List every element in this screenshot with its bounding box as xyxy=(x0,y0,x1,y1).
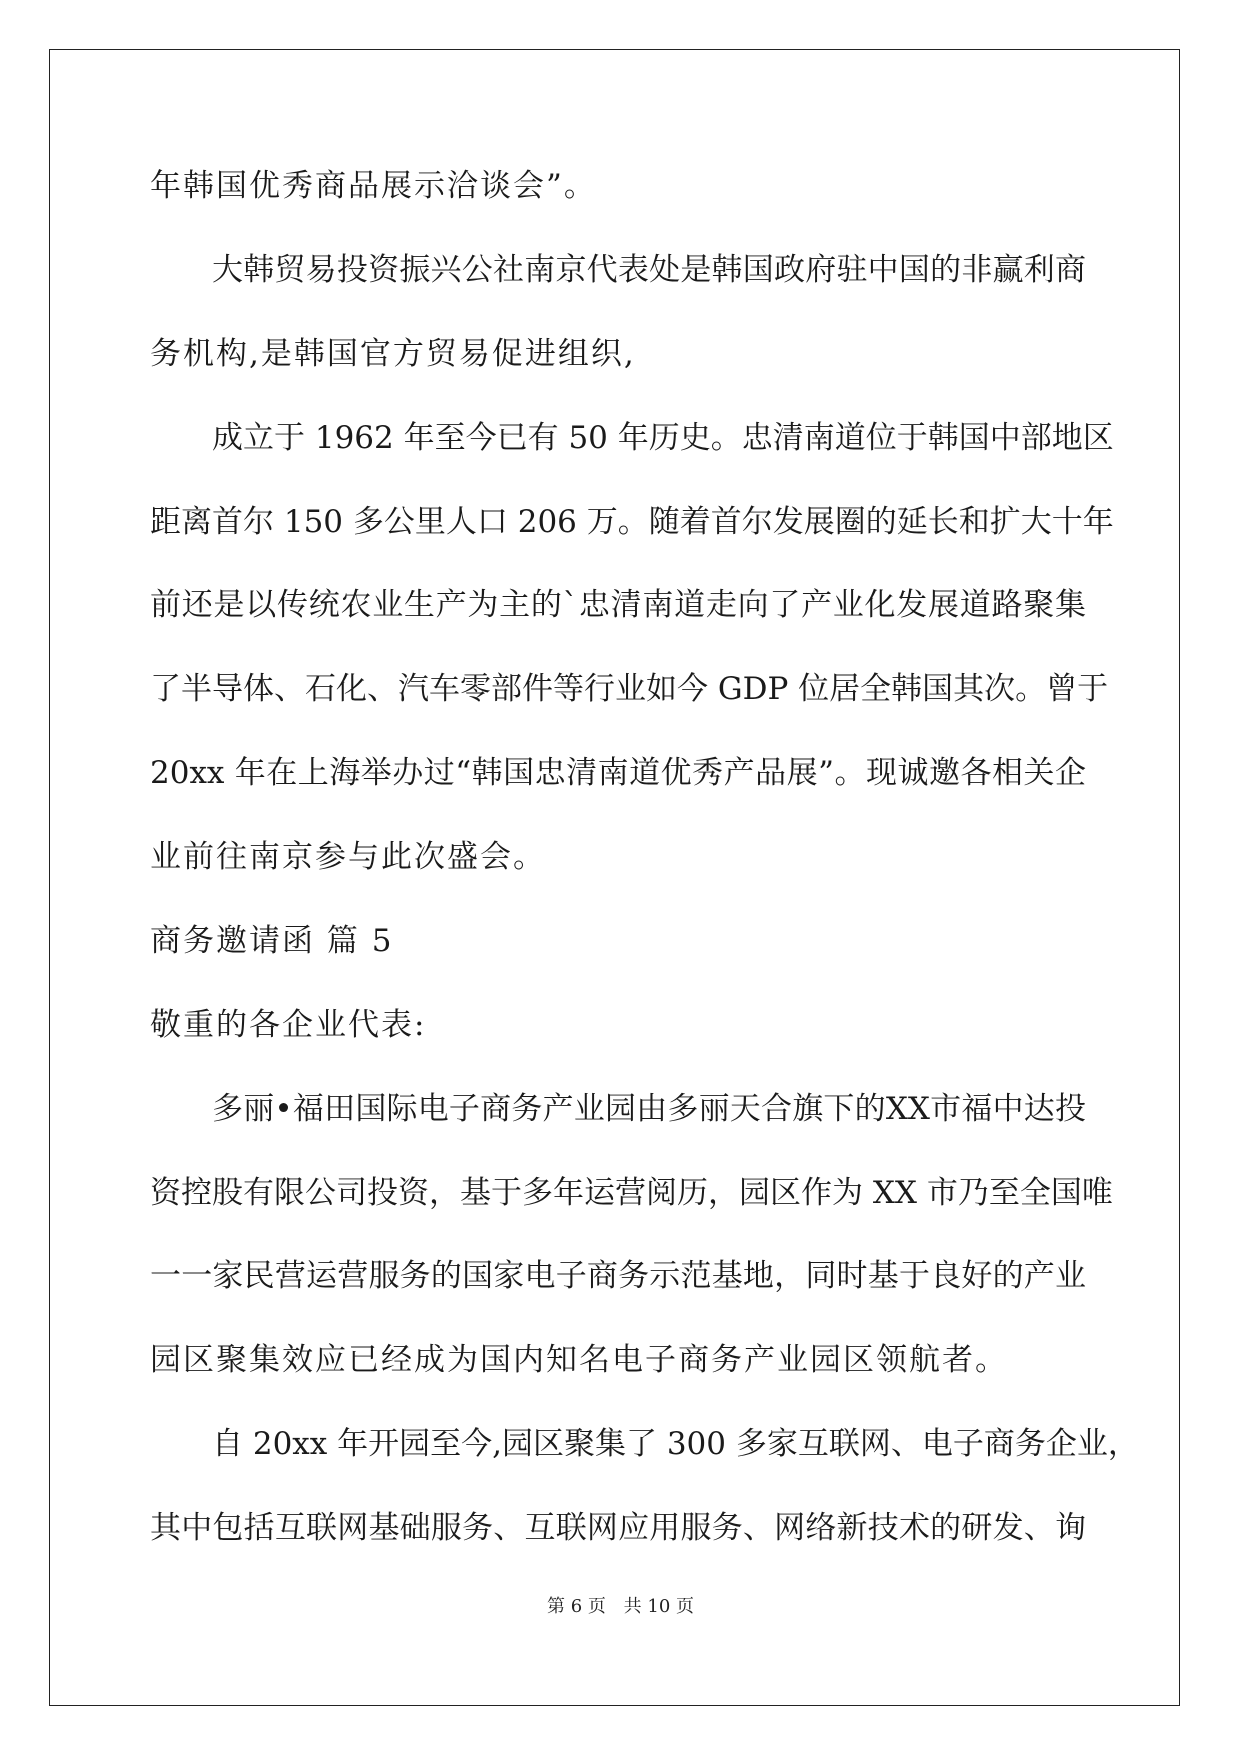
page-number: 第 6 页 xyxy=(547,1596,606,1617)
text-line: 资控股有限公司投资，基于多年运营阅历，园区作为 XX 市乃至全国唯 xyxy=(150,1175,1113,1211)
text-line: 多丽•福田国际电子商务产业园由多丽天合旗下的XX市福中达投 xyxy=(212,1091,1086,1127)
text-line: 业前往南京参与此次盛会。 xyxy=(150,839,546,875)
text-line: 距离首尔 150 多公里人口 206 万。随着首尔发展圈的延长和扩大十年 xyxy=(150,504,1114,540)
page-total: 共 10 页 xyxy=(623,1596,694,1617)
text-line: 年韩国优秀商品展示洽谈会”。 xyxy=(150,168,597,204)
text-line: 成立于 1962 年至今已有 50 年历史。忠清南道位于韩国中部地区 xyxy=(212,420,1114,456)
text-line: 大韩贸易投资振兴公社南京代表处是韩国政府驻中国的非赢利商 xyxy=(212,252,1086,288)
text-line: 一一家民营运营服务的国家电子商务示范基地，同时基于良好的产业 xyxy=(150,1258,1086,1294)
text-line: 自 20xx 年开园至今,园区聚集了 300 多家互联网、电子商务企业， xyxy=(212,1426,1139,1462)
text-line: 了半导体、石化、汽车零部件等行业如今 GDP 位居全韩国其次。曾于 xyxy=(150,671,1109,707)
page-footer xyxy=(0,1595,1241,1619)
section-heading: 商务邀请函 篇 5 xyxy=(150,923,394,959)
text-line: 20xx 年在上海举办过“韩国忠清南道优秀产品展”。现诚邀各相关企 xyxy=(150,755,1086,791)
text-line: 其中包括互联网基础服务、互联网应用服务、网络新技术的研发、询 xyxy=(150,1510,1086,1546)
salutation: 敬重的各企业代表: xyxy=(150,1007,427,1043)
text-line: 前还是以传统农业生产为主的`忠清南道走向了产业化发展道路聚集 xyxy=(150,587,1086,623)
text-line: 园区聚集效应已经成为国内知名电子商务产业园区领航者。 xyxy=(150,1342,1008,1378)
text-line: 务机构,是韩国官方贸易促进组织, xyxy=(150,336,636,372)
